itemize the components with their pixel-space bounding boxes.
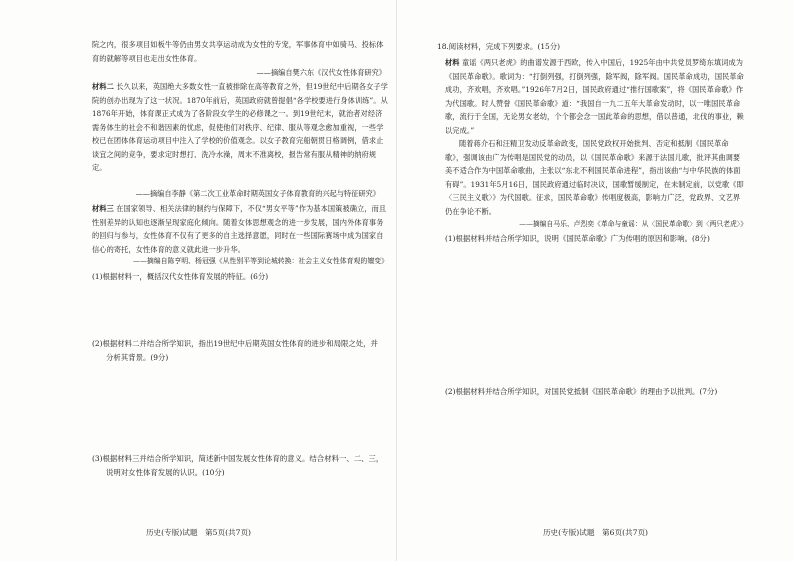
material-2-label: 材料二 [92, 82, 114, 91]
left-question-3-line-1: (3)根据材料三并结合所学知识，简述新中国发展女性体育的意义。结合材料一、二、三， [92, 454, 384, 463]
left-question-2-line-1: (2)根据材料二并结合所学知识，指出19世纪中后期英国女性体育的进步和局限之处，并 [92, 339, 378, 348]
material-2-text: 长久以来，英国绝大多数女性一直被排除在高等教育之外，但19世纪中后期各女子学院的创办出现为了这一状况。1870年前后，英国政府就曾提倡“各学校要进行身体训练”。从1876年开始，体育课正式成为了各阶段女学生的必修课之一。到19世纪末，就治者对经济需务体生的社会不和谐因素的忧虑，促使他们对秩序、纪律、服从等观念愈加重视，一些学校已在团体体育运动项目中注入了学校的价值观念。以女子教育完船朝贯日格调例，借求止谈宜之间的竞争，要求定时想打、洗冷水澡，周末不准离校，报告常有服从精神的纳府规定。 [92, 82, 388, 172]
right-question-1: (1)根据材料并结合所学知识，说明《国民革命歌》广为传唱的原因和影响。(8分) [445, 234, 710, 243]
material-3-label: 材料三 [92, 204, 114, 213]
material-2 [92, 80, 388, 175]
material-3 [92, 202, 388, 256]
left-question-2-line-2: 分析其背景。(9分) [106, 353, 169, 362]
material-3-text: 在国家领导、相关法律的制约与保障下，不仅“男女平等”作为基本国策被确立，而且性别差异的认知也逐渐呈现家庭化倾向。随着女体思想观念的进一步发展，国内外体育事务的回归与参与，女性体育不仅有了更多的自主选择意愿，同时在一些国际赛场中成为国家自信心的寄托，女性体育的意义就此进一步升华。 [92, 204, 387, 254]
left-question-1: (1)根据材料一，概括汉代女性体育发展的特征。(6分) [92, 272, 269, 281]
right-page [397, 0, 794, 561]
right-material [445, 56, 745, 137]
right-material-text-1: 童谣《两只老虎》的曲谱发源于西欧，传入中国后，1925年由中共党员罗绮东填词成为《国民革命歌》。歌词为：“打倒列强，打倒列强，除军阀，除军阀。国民革命成功，国民革命成功，齐欢唱，齐欢唱。”1926年7月2日，国民政府通过“推行国歌案”，将《国民革命歌》作为代国歌。时人赞誉《国民革命歌》道：“我国自一九二五年大革命发动时，以一唯国民革命歌，流行于全国，无论男女老幼，个个都会念一国此革命的思想，借以普通，北伐的事业，赖以完成。” [445, 58, 744, 135]
right-material-text-2: 随着蒋介石和汪精卫发动反革命政变，国民党政权开始批判、否定和抵制《国民革命歌》，强调该由广为传唱是国民党的动员，以《国民革命歌》来源于法国儿歌，批评其曲调要美不适合作为中国革命歌曲，主张以“东北不利国民革命进程”，指出该曲“与中华民族的体面有碍”。1931年5月16日，国民政府通过临时决议，国歌暂缓制定，在未制定前，以党歌《即〈三民主义歌〉》为代国歌。征求，国民革命歌》传唱度极高，影响力广泛，党政界、文艺界仍在争论不断。 [445, 139, 744, 216]
left-source-0: ——摘编自樊六东《汉代女性体育研究》 [256, 68, 386, 77]
left-footer: 历史(专版)试题 第5页(共7页) [145, 528, 252, 537]
right-material-label: 材料 [445, 58, 460, 67]
right-question-2: (2)根据材料并结合所学知识，对国民党抵制《国民革命歌》的理由予以批判。(7分) [445, 387, 718, 396]
left-question-3-line-2: 说明对女性体育发展的认识。(10分) [106, 468, 225, 477]
left-source-1: ——摘编自李静《第二次工业革命时期英国女子体育教育的兴起与特征研究》 [135, 189, 380, 198]
right-footer: 历史(专版)试题 第6页(共7页) [542, 528, 649, 537]
right-source: ——摘编自马乐、卢烈奕《革命与童谣：从〈国民革命歌〉到〈两只老虎〉》 [519, 220, 747, 228]
left-source-2: ——摘编自陈亨明、杨冠强《从性别平等到论城转换：社会主义女性体育观的嬗变》 [133, 257, 388, 265]
question-18-title: 18.阅读材料，完成下列要求。(15分) [437, 42, 561, 51]
left-intro: 院之内，很多项目如板牛等仍由男女共享运动成为女性的专宠，军事体育中如骑马、投标体育的就解等项目也走出女性体育。 [92, 40, 384, 63]
